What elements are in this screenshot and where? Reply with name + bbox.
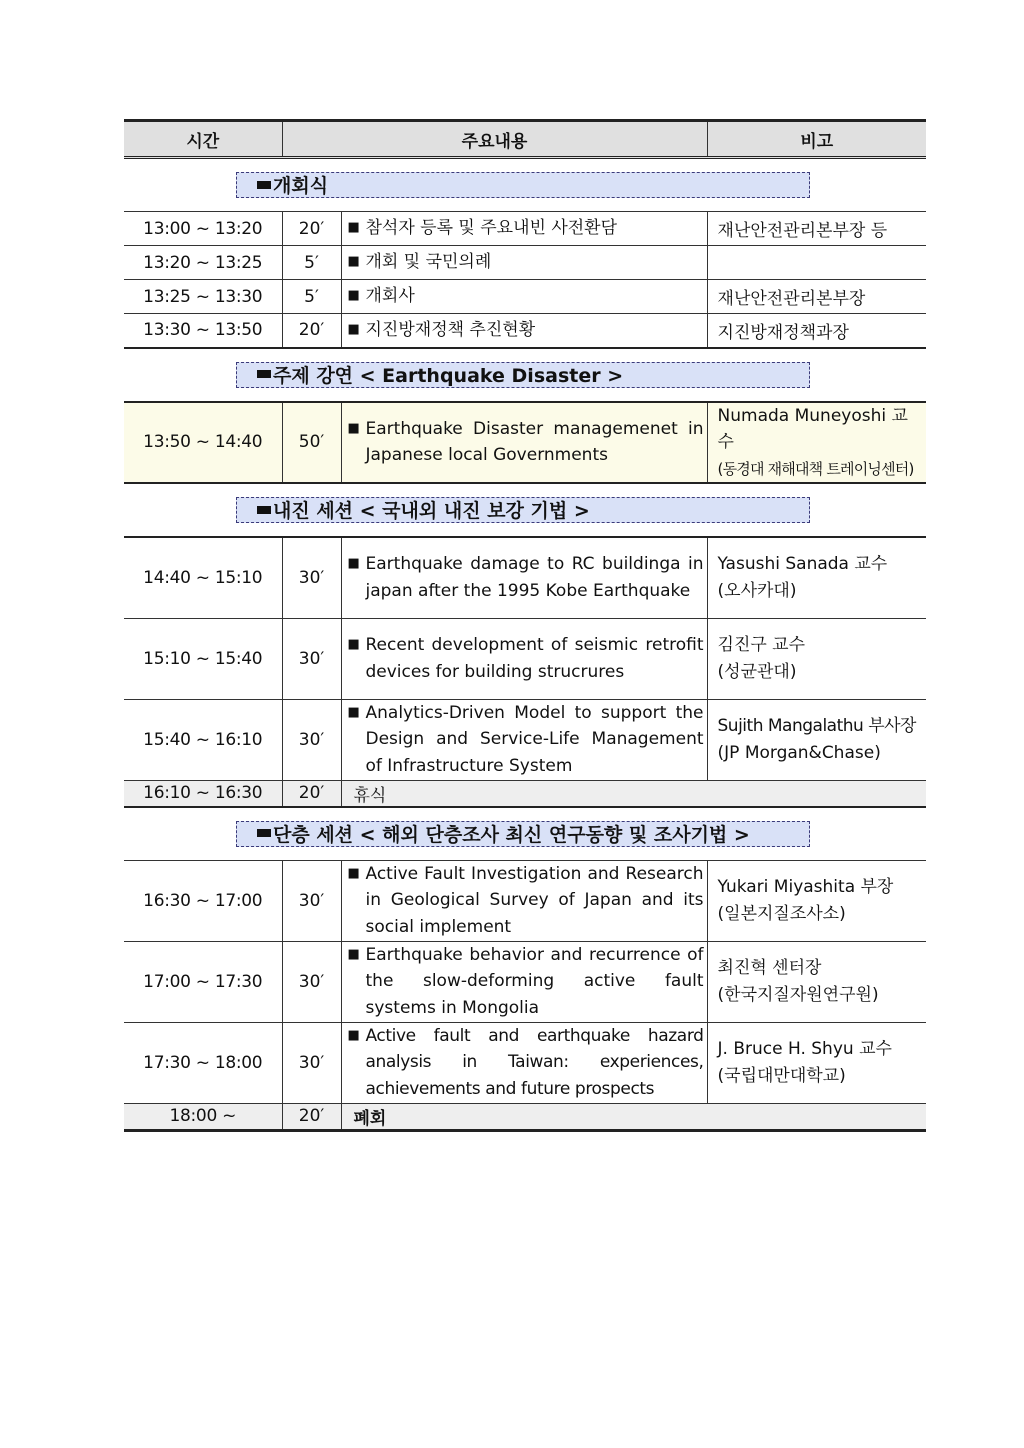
bullet-icon: ■ (347, 288, 360, 304)
content-cell (341, 1022, 707, 1103)
content-text: Active Fault Investigation and Research in Geological Survey of Japan and its social implement (365, 863, 704, 937)
duration-cell: 50′ (282, 402, 341, 484)
table-row (124, 780, 926, 807)
speaker-name: 김진구 교수 (717, 635, 806, 655)
bullet-icon: ■ (347, 637, 360, 652)
duration-cell: 20′ (282, 1103, 341, 1130)
table-row (124, 280, 926, 314)
table-row (124, 1022, 926, 1103)
section-title-bar (236, 362, 810, 388)
speaker-name: Sujith Mangalathu 부사장 (717, 716, 916, 736)
duration-cell: 5′ (282, 280, 341, 314)
note-cell (707, 246, 926, 280)
bullet-icon: ■ (347, 220, 360, 236)
content-text: 지진방재정책 추진현황 (365, 320, 536, 340)
content-cell (341, 537, 707, 618)
content-cell (341, 246, 707, 280)
content-text: 개회사 (365, 286, 415, 307)
section-row (124, 483, 926, 537)
speaker-affiliation: (JP Morgan&Chase) (717, 742, 881, 763)
duration-cell: 20′ (282, 314, 341, 348)
time-cell: 16:10 ~ 16:30 (124, 780, 282, 807)
section-row (124, 348, 926, 402)
speaker-affiliation: (동경대 재해대책 트레이닝센터) (717, 459, 914, 478)
table-row (124, 402, 926, 484)
content-cell (341, 780, 926, 807)
table-row (124, 699, 926, 780)
time-cell: 15:40 ~ 16:10 (124, 699, 282, 780)
note-cell (707, 537, 926, 618)
content-cell (341, 618, 707, 699)
section-title-bar (236, 172, 810, 198)
time-cell: 17:30 ~ 18:00 (124, 1022, 282, 1103)
content-text: 폐회 (353, 1108, 387, 1129)
duration-cell: 30′ (282, 941, 341, 1022)
note-cell (707, 699, 926, 780)
time-cell: 17:00 ~ 17:30 (124, 941, 282, 1022)
section-title: 개회식 (273, 175, 329, 197)
content-text: Earthquake Disaster managemenet in Japanese local Governments (365, 418, 704, 466)
time-cell: 16:30 ~ 17:00 (124, 860, 282, 941)
content-cell (341, 941, 707, 1022)
bullet-icon: ■ (347, 556, 360, 572)
content-text: 참석자 등록 및 주요내빈 사전환담 (365, 218, 618, 239)
speaker-name: Numada Muneyoshi 교수 (717, 405, 908, 452)
time-cell: 13:25 ~ 13:30 (124, 280, 282, 314)
square-icon (257, 829, 271, 837)
square-icon (257, 370, 271, 378)
speaker-affiliation: (오사카대) (717, 580, 797, 601)
duration-cell: 30′ (282, 1022, 341, 1103)
bullet-icon: ■ (347, 322, 360, 337)
time-cell: 13:30 ~ 13:50 (124, 314, 282, 348)
square-icon (257, 181, 271, 189)
content-cell (341, 280, 707, 314)
content-cell (341, 402, 707, 484)
section-title: 주제 강연 < Earthquake Disaster > (273, 364, 624, 387)
schedule-table (124, 119, 926, 1132)
header-time: 시간 (124, 121, 282, 158)
note-cell (707, 618, 926, 699)
square-icon (257, 506, 271, 514)
section-title-bar (236, 821, 810, 847)
bullet-icon: ■ (347, 865, 360, 881)
bullet-icon: ■ (347, 420, 360, 436)
section-row (124, 158, 926, 212)
section-title: 단층 세션 < 해외 단층조사 최신 연구동향 및 조사기법 > (273, 823, 750, 846)
content-cell (341, 860, 707, 941)
note-cell: 재난안전관리본부장 (707, 280, 926, 314)
note-cell (707, 941, 926, 1022)
bullet-icon: ■ (347, 254, 360, 270)
header-content: 주요내용 (282, 121, 707, 158)
note-cell (707, 1022, 926, 1103)
section-title-bar (236, 497, 810, 523)
content-cell (341, 1103, 926, 1130)
speaker-name: Yasushi Sanada 교수 (717, 554, 888, 575)
note-cell: 지진방재정책과장 (707, 314, 926, 348)
content-text: Earthquake damage to RC buildinga in japan after the 1995 Kobe Earthquake (365, 554, 704, 601)
duration-cell: 5′ (282, 246, 341, 280)
speaker-affiliation: (일본지질조사소) (717, 903, 846, 924)
speaker-affiliation: (국립대만대학교) (717, 1065, 846, 1086)
note-cell: 재난안전관리본부장 등 (707, 212, 926, 246)
table-row (124, 618, 926, 699)
header-note: 비고 (707, 121, 926, 158)
time-cell: 15:10 ~ 15:40 (124, 618, 282, 699)
content-text: Recent development of seismic retrofit devices for building strucrures (365, 635, 704, 682)
speaker-name: 최진혁 센터장 (717, 958, 822, 978)
content-cell (341, 212, 707, 246)
time-cell: 13:50 ~ 14:40 (124, 402, 282, 484)
table-row (124, 212, 926, 246)
schedule-page (124, 119, 926, 1132)
duration-cell: 30′ (282, 618, 341, 699)
content-text: Analytics-Driven Model to support the Design and Service-Life Management of Infrastructure System (365, 702, 704, 776)
section-row (124, 807, 926, 861)
content-text: Earthquake behavior and recurrence of the slow-deforming active fault systems in Mongolia (365, 944, 704, 1018)
bullet-icon: ■ (347, 1027, 360, 1043)
table-row (124, 314, 926, 348)
duration-cell: 20′ (282, 780, 341, 807)
table-row (124, 1103, 926, 1130)
speaker-affiliation: (성균관대) (717, 661, 797, 682)
table-row (124, 246, 926, 280)
bullet-icon: ■ (347, 946, 360, 962)
section-title: 내진 세션 < 국내외 내진 보강 기법 > (273, 500, 590, 522)
content-text: Active fault and earthquake hazard analysis in Taiwan: experiences, achievements and future prospects (365, 1025, 704, 1099)
bullet-icon: ■ (347, 704, 360, 720)
content-text: 휴식 (353, 785, 387, 806)
time-cell: 18:00 ~ (124, 1103, 282, 1130)
time-cell: 13:20 ~ 13:25 (124, 246, 282, 280)
table-row (124, 537, 926, 618)
duration-cell: 20′ (282, 212, 341, 246)
content-text: 개회 및 국민의례 (365, 252, 492, 273)
speaker-affiliation: (한국지질자원연구원) (717, 984, 879, 1005)
speaker-name: Yukari Miyashita 부장 (717, 877, 894, 897)
note-cell (707, 860, 926, 941)
time-cell: 13:00 ~ 13:20 (124, 212, 282, 246)
time-cell: 14:40 ~ 15:10 (124, 537, 282, 618)
content-cell (341, 314, 707, 348)
duration-cell: 30′ (282, 537, 341, 618)
duration-cell: 30′ (282, 699, 341, 780)
table-row (124, 860, 926, 941)
table-header-row (124, 121, 926, 158)
speaker-name: J. Bruce H. Shyu 교수 (717, 1039, 892, 1059)
duration-cell: 30′ (282, 860, 341, 941)
content-cell (341, 699, 707, 780)
table-row (124, 941, 926, 1022)
note-cell (707, 402, 926, 484)
